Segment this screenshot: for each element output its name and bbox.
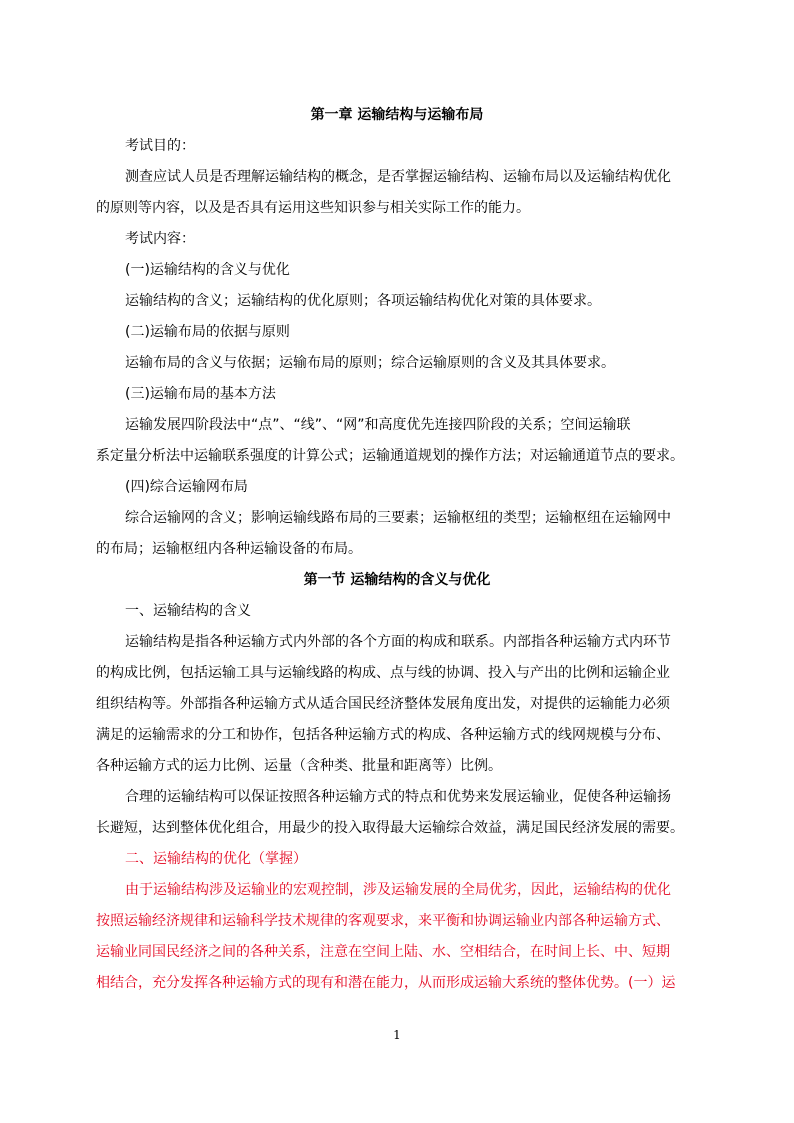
exam-purpose-heading: 考试目的： bbox=[125, 138, 195, 154]
sub1-para1-line: 各种运输方式的运力比例、运量（含种类、批量和距离等）比例。 bbox=[96, 758, 502, 774]
topic1-text: 运输结构的含义；运输结构的优化原则；各项运输结构优化对策的具体要求。 bbox=[125, 293, 601, 309]
topic3-line: 系定量分析法中运输联系强度的计算公式；运输通道规划的操作方法；对运输通道节点的要求。 bbox=[96, 448, 684, 464]
sub1-para1-line: 的构成比例，包括运输工具与运输线路的构成、点与线的协调、投入与产出的比例和运输企业 bbox=[96, 665, 670, 681]
section-title: 第一节 运输结构的含义与优化 bbox=[303, 572, 491, 588]
sub2-para-line: 相结合，充分发挥各种运输方式的现有和潜在能力，从而形成运输大系统的整体优势。(一）运 bbox=[96, 975, 676, 991]
sub1-para1-line: 运输结构是指各种运输方式内外部的各个方面的构成和联系。内部指各种运输方式内环节 bbox=[125, 634, 671, 650]
exam-purpose-line: 的原则等内容，以及是否具有运用这些知识参与相关实际工作的能力。 bbox=[96, 200, 530, 216]
topic4-line: 综合运输网的含义；影响运输线路布局的三要素；运输枢纽的类型；运输枢纽在运输网中 bbox=[125, 510, 671, 526]
sub2-heading: 二、运输结构的优化（掌握） bbox=[125, 851, 307, 867]
sub1-heading: 一、运输结构的含义 bbox=[125, 603, 251, 619]
sub2-para-line: 运输业同国民经济之间的各种关系，注意在空间上陆、水、空相结合，在时间上长、中、短期 bbox=[96, 944, 670, 960]
sub2-para-line: 按照运输经济规律和运输科学技术规律的客观要求，来平衡和协调运输业内部各种运输方式、 bbox=[96, 913, 670, 929]
topic2-text: 运输布局的含义与依据；运输布局的原则；综合运输原则的含义及其具体要求。 bbox=[125, 355, 615, 371]
sub1-para2-line: 长避短，达到整体优化组合，用最少的投入取得最大运输综合效益，满足国民经济发展的需要。 bbox=[96, 820, 684, 836]
topic1-heading: (一)运输结构的含义与优化 bbox=[125, 262, 290, 278]
chapter-title: 第一章 运输结构与运输布局 bbox=[310, 107, 484, 123]
page-number: 1 bbox=[393, 1028, 401, 1042]
sub1-para1-line: 组织结构等。外部指各种运输方式从适合国民经济整体发展角度出发，对提供的运输能力必须 bbox=[96, 696, 670, 712]
topic2-heading: (二)运输布局的依据与原则 bbox=[125, 324, 290, 340]
topic4-heading: (四)综合运输网布局 bbox=[125, 479, 248, 495]
sub2-para-line: 由于运输结构涉及运输业的宏观控制，涉及运输发展的全局优劣，因此，运输结构的优化 bbox=[125, 882, 671, 898]
sub1-para2-line: 合理的运输结构可以保证按照各种运输方式的特点和优势来发展运输业，促使各种运输扬 bbox=[125, 789, 671, 805]
exam-purpose-line: 测查应试人员是否理解运输结构的概念，是否掌握运输结构、运输布局以及运输结构优化 bbox=[125, 169, 671, 185]
topic3-line: 运输发展四阶段法中“点”、“线”、“网”和高度优先连接四阶段的关系；空间运输联 bbox=[125, 417, 631, 433]
topic4-line: 的布局；运输枢纽内各种运输设备的布局。 bbox=[96, 541, 362, 557]
topic3-heading: (三)运输布局的基本方法 bbox=[125, 386, 276, 402]
exam-content-heading: 考试内容： bbox=[125, 231, 195, 247]
sub1-para1-line: 满足的运输需求的分工和协作，包括各种运输方式的构成、各种运输方式的线网规模与分布、 bbox=[96, 727, 670, 743]
